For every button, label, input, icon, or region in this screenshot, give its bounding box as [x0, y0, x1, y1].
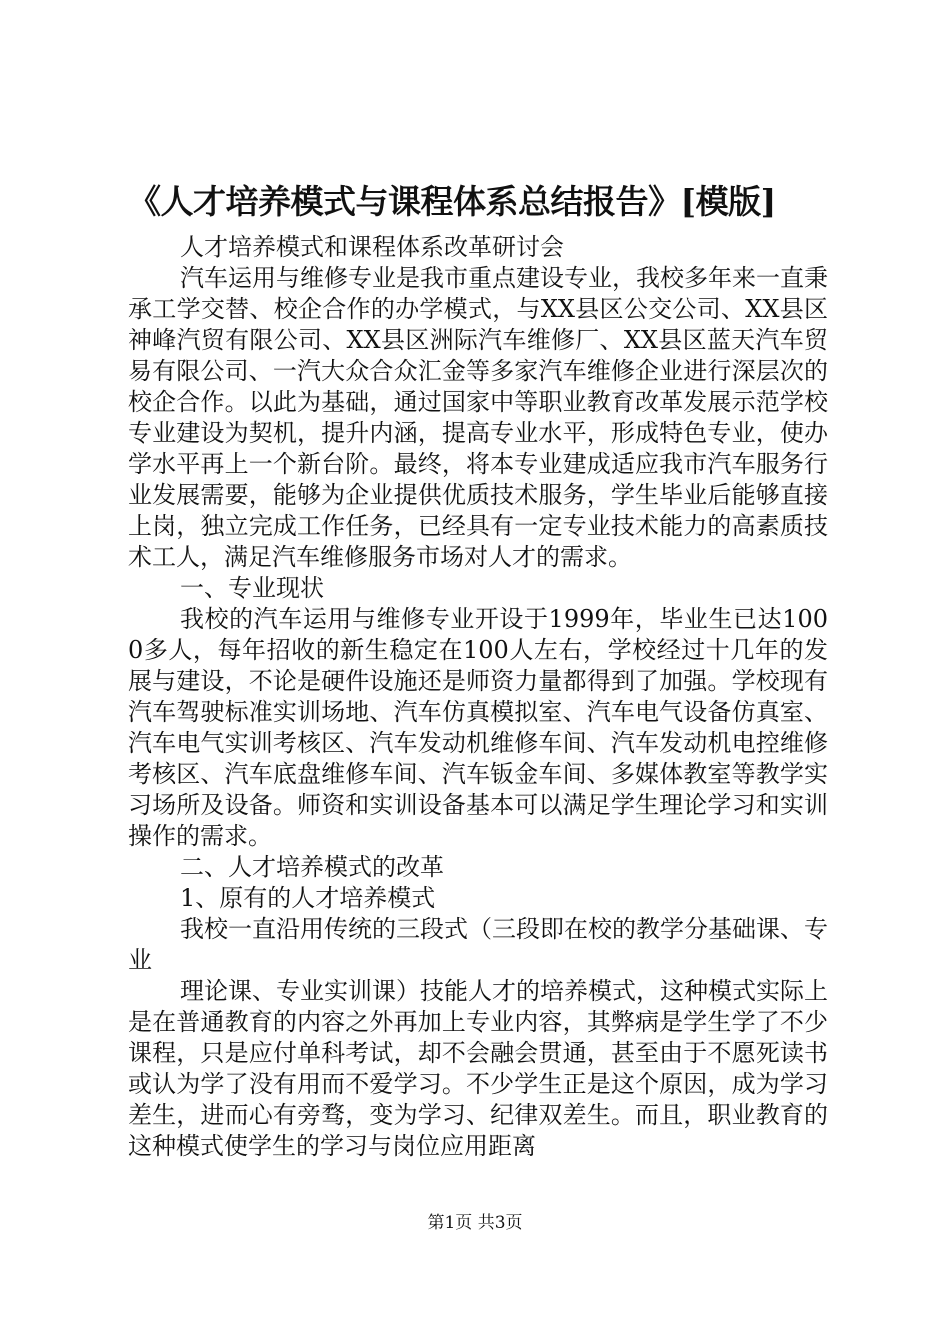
paragraph-status: 我校的汽车运用与维修专业开设于1999年，毕业生已达1000多人，每年招收的新生稳定在100人左右，学校经过十几年的发展与建设，不论是硬件设施还是师资力量都得到了加强。学校现有汽车驾驶标准实训场地、汽车仿真模拟室、汽车电气设备仿真室、汽车电气实训考核区、汽车发动机维修车间、汽车发动机电控维修考核区、汽车底盘维修车间、汽车钣金车间、多媒体教室等教学实习场所及设备。师资和实训设备基本可以满足学生理论学习和实训操作的需求。 — [128, 605, 828, 850]
subsection-heading-original-mode: 1、原有的人才培养模式 — [180, 884, 436, 912]
paragraph-original-mode-start: 我校一直沿用传统的三段式（三段即在校的教学分基础课、专业 — [128, 915, 828, 974]
section-heading-reform: 二、人才培养模式的改革 — [180, 853, 444, 881]
paragraph-original-mode-continued: 理论课、专业实训课）技能人才的培养模式，这种模式实际上是在普通教育的内容之外再加上专业内容，其弊病是学生学了不少课程，只是应付单科考试，却不会融会贯通，甚至由于不愿死读书或认为学了没有用而不爱学习。不少学生正是这个原因，成为学习差生，进而心有旁骛，变为学习、纪律双差生。而且，职业教育的这种模式使学生的学习与岗位应用距离 — [128, 977, 828, 1160]
document-body — [128, 232, 828, 1162]
paragraph-intro: 汽车运用与维修专业是我市重点建设专业，我校多年来一直秉承工学交替、校企合作的办学模式，与XX县区公交公司、XX县区神峰汽贸有限公司、XX县区洲际汽车维修厂、XX县区蓝天汽车贸易有限公司、一汽大众合众汇金等多家汽车维修企业进行深层次的校企合作。以此为基础，通过国家中等职业教育改革发展示范学校专业建设为契机，提升内涵，提高专业水平，形成特色专业，使办学水平再上一个新台阶。最终，将本专业建成适应我市汽车服务行业发展需要，能够为企业提供优质技术服务，学生毕业后能够直接上岗，独立完成工作任务，已经具有一定专业技术能力的高素质技术工人，满足汽车维修服务市场对人才的需求。 — [128, 264, 828, 571]
document-title: 《人才培养模式与课程体系总结报告》[模版] — [128, 182, 776, 221]
paragraph-subtitle: 人才培养模式和课程体系改革研讨会 — [180, 233, 564, 261]
page-footer: 第1页 共3页 — [427, 1213, 523, 1233]
section-heading-status: 一、专业现状 — [180, 574, 324, 602]
